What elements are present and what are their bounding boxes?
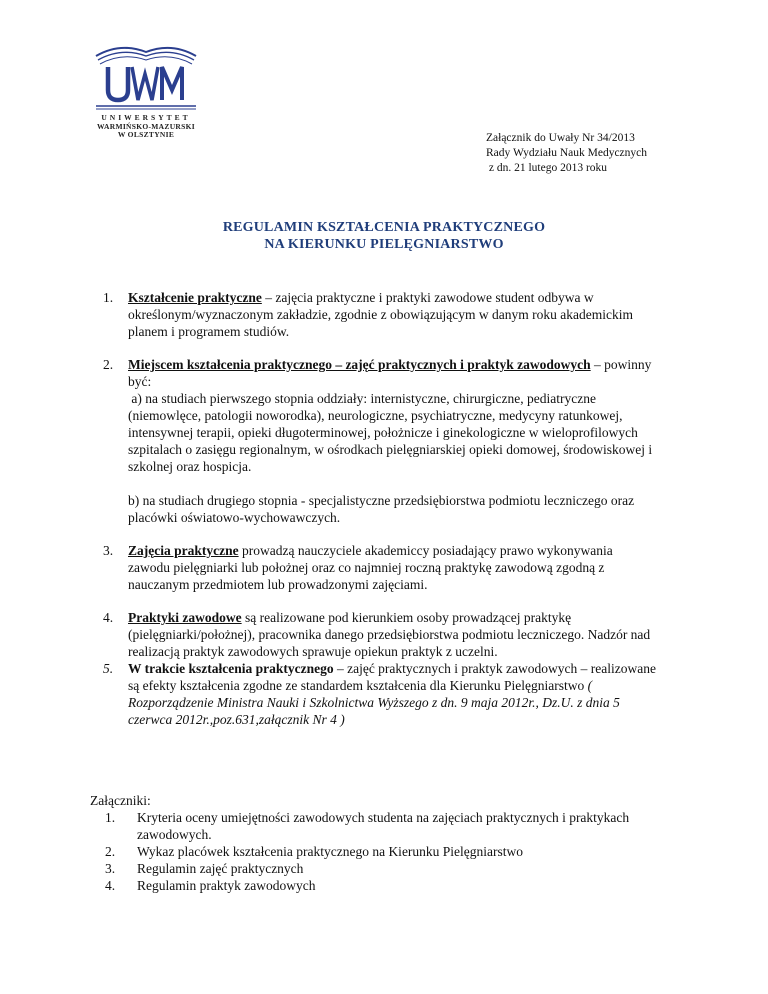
item-lead: Miejscem kształcenia praktycznego – zajęć praktycznych i praktyk zawodowych <box>128 357 591 372</box>
item-citation: ( Rozporządzenie Ministra Nauki i Szkolnictwa Wyższego z dn. 9 maja 2012r., Dz.U. z dnia 5 czerwca 2012r.,poz.631,załącznik Nr 4 ) <box>128 678 620 727</box>
item-lead: W trakcie kształcenia praktycznego <box>128 661 334 676</box>
logo-line-2: WARMIŃSKO-MAZURSKI <box>97 121 195 131</box>
item-text: prowadzą nauczyciele akademiccy posiadający prawo wykonywania zawodu pielęgniarki lub położnej oraz co najmniej roczną praktykę zawodową zgodną z nauczanym przedmiotem lub prowadzonymi zajęciami. <box>128 543 613 592</box>
regulation-item-3 <box>96 542 656 593</box>
item-number: 5. <box>103 661 114 676</box>
logo-text <box>92 114 200 140</box>
attachment-item <box>105 860 690 877</box>
annex-line-1: Załącznik do Uwały Nr 34/2013 <box>486 132 635 144</box>
item-text-b: b) na studiach drugiego stopnia - specjalistyczne przedsiębiorstwa podmiotu leczniczego oraz placówki oświatowo-wychowawczych. <box>128 493 635 525</box>
item-text: – zajęcia praktyczne i praktyki zawodowe student odbywa w określonym/wyznaczonym zakładzie, zgodnie z obowiązującym w danym roku akademickim planem i programem studiów. <box>128 290 633 339</box>
logo-line-3: W OLSZTYNIE <box>117 130 175 139</box>
item-text: są realizowane pod kierunkiem osoby prowadzącej praktykę (pielęgniarki/położnej), pracownika danego przedsiębiorstwa podmiotu leczniczego. Nadzór nad realizacją praktyk zawodowych sprawuje opiekun praktyk z uczelni. <box>128 610 651 659</box>
attachment-text: Wykaz placówek kształcenia praktycznego na Kierunku Pielęgniarstwo <box>137 844 524 859</box>
annex-note <box>486 131 746 176</box>
item-lead: Praktyki zawodowe <box>128 610 242 625</box>
regulation-list <box>96 289 656 728</box>
attachments-heading: Załączniki: <box>90 793 151 808</box>
regulation-item-2 <box>96 356 656 526</box>
attachments-section <box>90 792 690 894</box>
item-lead: Kształcenie praktyczne <box>128 290 262 305</box>
attachment-number: 4. <box>105 878 116 893</box>
logo-line-1: UNIWERSYTET <box>101 113 191 122</box>
attachment-number: 1. <box>105 810 116 825</box>
attachment-text: Regulamin praktyk zawodowych <box>137 878 316 893</box>
university-logo <box>92 40 202 150</box>
attachment-number: 3. <box>105 861 116 876</box>
item-text: – zajęć praktycznych i praktyk zawodowych – realizowane są efekty kształcenia zgodne ze standardem kształcenia dla Kierunku Pielęgniarstwo <box>128 661 656 693</box>
item-number: 1. <box>103 290 114 305</box>
regulation-item-1 <box>96 289 656 340</box>
regulation-item-5 <box>96 660 656 728</box>
title-line-1: REGULAMIN KSZTAŁCENIA PRAKTYCZNEGO <box>222 220 546 235</box>
title-line-2: NA KIERUNKU PIELĘGNIARSTWO <box>264 237 504 252</box>
item-number: 2. <box>103 357 114 372</box>
attachment-text: Kryteria oceny umiejętności zawodowych studenta na zajęciach praktycznych i praktykach zawodowych. <box>137 810 630 842</box>
item-text-intro: – powinny być: <box>128 357 652 389</box>
item-number: 4. <box>103 610 114 625</box>
attachments-list <box>105 809 690 894</box>
attachment-number: 2. <box>105 844 116 859</box>
attachment-item <box>105 843 690 860</box>
document-title <box>0 219 768 253</box>
attachment-text: Regulamin zajęć praktycznych <box>137 861 304 876</box>
regulation-item-4 <box>96 609 656 660</box>
item-number: 3. <box>103 543 114 558</box>
attachment-item <box>105 809 690 843</box>
annex-line-3: z dn. 21 lutego 2013 roku <box>486 162 608 174</box>
annex-line-2: Rady Wydziału Nauk Medycznych <box>486 147 648 159</box>
open-book-logo-icon <box>92 40 200 114</box>
attachment-item <box>105 877 690 894</box>
item-text-a: a) na studiach pierwszego stopnia oddziały: internistyczne, chirurgiczne, pediatryczne (niemowlęce, patologii noworodka), neurologiczne, psychiatryczne, medycyny ratunkowej, intensywnej terapii, opieki długoterminowej, położnicze i ginekologiczne w wieloprofilowych szpitalach o zasięgu regionalnym, w ośrodkach pielęgniarskiej opieki domowej, środowiskowej i szkolnej oraz hospicja. <box>128 391 656 474</box>
item-lead: Zajęcia praktyczne <box>128 543 239 558</box>
